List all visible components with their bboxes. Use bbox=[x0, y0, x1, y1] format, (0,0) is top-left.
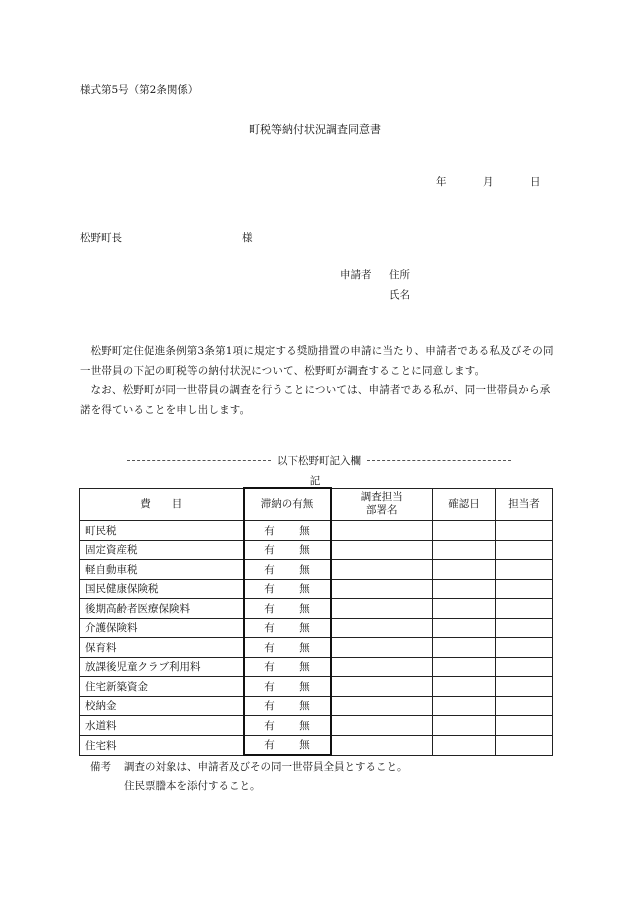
consent-paragraph: なお、松野町が同一世帯員の調査を行うことについては、申請者である私が、同一世帯員から承諾を得ていることを申し出します。 bbox=[80, 384, 551, 416]
arrears-cell[interactable] bbox=[244, 618, 331, 638]
department-cell[interactable] bbox=[331, 696, 433, 716]
confirm-date-cell[interactable] bbox=[433, 638, 496, 658]
dashed-line bbox=[367, 460, 511, 461]
arrears-no-option[interactable]: 無 bbox=[299, 524, 310, 537]
applicant-label: 申請者 bbox=[340, 269, 372, 281]
confirm-date-cell[interactable] bbox=[433, 716, 496, 736]
arrears-cell[interactable] bbox=[244, 657, 331, 677]
arrears-no-option[interactable]: 無 bbox=[299, 680, 310, 693]
fee-item: 住宅料 bbox=[80, 735, 244, 755]
addressee: 松野町長 bbox=[80, 232, 122, 244]
confirm-date-cell[interactable] bbox=[433, 657, 496, 677]
arrears-cell[interactable] bbox=[244, 579, 331, 599]
form-number: 様式第5号（第2条関係） bbox=[80, 84, 199, 96]
table-row bbox=[80, 677, 553, 697]
person-cell[interactable] bbox=[496, 735, 553, 755]
arrears-yes-option[interactable]: 有 bbox=[264, 680, 275, 693]
arrears-cell[interactable] bbox=[244, 638, 331, 658]
person-cell[interactable] bbox=[496, 696, 553, 716]
arrears-no-option[interactable]: 無 bbox=[299, 544, 310, 557]
department-cell[interactable] bbox=[331, 657, 433, 677]
arrears-cell[interactable] bbox=[244, 716, 331, 736]
confirm-date-cell[interactable] bbox=[433, 696, 496, 716]
arrears-no-option[interactable]: 無 bbox=[299, 602, 310, 615]
date-month-label: 月 bbox=[483, 176, 494, 188]
person-cell[interactable] bbox=[496, 638, 553, 658]
table-header-row bbox=[80, 488, 553, 521]
table-row bbox=[80, 657, 553, 677]
arrears-cell[interactable] bbox=[244, 540, 331, 560]
honorific: 様 bbox=[242, 232, 253, 244]
department-cell[interactable] bbox=[331, 618, 433, 638]
header-item: 費 目 bbox=[80, 488, 244, 521]
arrears-no-option[interactable]: 無 bbox=[299, 661, 310, 674]
arrears-yes-option[interactable]: 有 bbox=[264, 544, 275, 557]
arrears-no-option[interactable]: 無 bbox=[299, 719, 310, 732]
fee-item: 水道料 bbox=[80, 716, 244, 736]
table-row bbox=[80, 735, 553, 755]
arrears-yes-option[interactable]: 有 bbox=[264, 622, 275, 635]
arrears-yes-option[interactable]: 有 bbox=[264, 563, 275, 576]
arrears-no-option[interactable]: 無 bbox=[299, 641, 310, 654]
person-cell[interactable] bbox=[496, 599, 553, 619]
table-row bbox=[80, 521, 553, 541]
department-cell[interactable] bbox=[331, 735, 433, 755]
consent-body bbox=[80, 342, 554, 420]
remarks-line: 調査の対象は、申請者及びその同一世帯員全員とすること。 bbox=[124, 761, 408, 773]
confirm-date-cell[interactable] bbox=[433, 560, 496, 580]
fee-item: 住宅新築資金 bbox=[80, 677, 244, 697]
department-cell[interactable] bbox=[331, 579, 433, 599]
date-day-label: 日 bbox=[530, 176, 541, 188]
remarks-line: 住民票謄本を添付すること。 bbox=[124, 780, 261, 792]
header-confirm-date: 確認日 bbox=[433, 488, 496, 521]
person-cell[interactable] bbox=[496, 677, 553, 697]
person-cell[interactable] bbox=[496, 657, 553, 677]
header-department-line1: 調査担当 bbox=[360, 491, 403, 504]
address-label: 住所 bbox=[389, 269, 410, 281]
arrears-yes-option[interactable]: 有 bbox=[264, 700, 275, 713]
arrears-cell[interactable] bbox=[244, 677, 331, 697]
consent-paragraph: 松野町定住促進条例第3条第1項に規定する奨励措置の申請に当たり、申請者である私及びその同一世帯員の下記の町税等の納付状況について、松野町が調査することに同意します。 bbox=[80, 345, 554, 377]
person-cell[interactable] bbox=[496, 618, 553, 638]
arrears-no-option[interactable]: 無 bbox=[299, 563, 310, 576]
fee-item: 放課後児童クラブ利用料 bbox=[80, 657, 244, 677]
header-person: 担当者 bbox=[496, 488, 553, 521]
arrears-yes-option[interactable]: 有 bbox=[264, 661, 275, 674]
arrears-cell[interactable] bbox=[244, 735, 331, 755]
table-row bbox=[80, 618, 553, 638]
confirm-date-cell[interactable] bbox=[433, 579, 496, 599]
remarks-label: 備考 bbox=[90, 761, 111, 773]
fee-item: 介護保険料 bbox=[80, 618, 244, 638]
header-arrears: 滞納の有無 bbox=[244, 488, 331, 521]
table-row bbox=[80, 540, 553, 560]
arrears-no-option[interactable]: 無 bbox=[299, 622, 310, 635]
department-cell[interactable] bbox=[331, 560, 433, 580]
fee-item: 校納金 bbox=[80, 696, 244, 716]
arrears-yes-option[interactable]: 有 bbox=[264, 583, 275, 596]
table-row bbox=[80, 599, 553, 619]
arrears-yes-option[interactable]: 有 bbox=[264, 602, 275, 615]
confirm-date-cell[interactable] bbox=[433, 540, 496, 560]
fee-item: 固定資産税 bbox=[80, 540, 244, 560]
header-department bbox=[331, 488, 433, 521]
confirm-date-cell[interactable] bbox=[433, 677, 496, 697]
arrears-cell[interactable] bbox=[244, 521, 331, 541]
arrears-no-option[interactable]: 無 bbox=[299, 700, 310, 713]
ki-label: 記 bbox=[309, 475, 321, 487]
department-cell[interactable] bbox=[331, 540, 433, 560]
confirm-date-cell[interactable] bbox=[433, 618, 496, 638]
department-cell[interactable] bbox=[331, 716, 433, 736]
department-cell[interactable] bbox=[331, 599, 433, 619]
office-use-label: 以下松野町記入欄 bbox=[277, 455, 361, 467]
dashed-line bbox=[127, 460, 271, 461]
arrears-cell[interactable] bbox=[244, 560, 331, 580]
fee-item: 国民健康保険税 bbox=[80, 579, 244, 599]
person-cell[interactable] bbox=[496, 579, 553, 599]
name-label: 氏名 bbox=[389, 289, 410, 301]
header-department-line2: 部署名 bbox=[366, 504, 398, 517]
confirm-date-cell[interactable] bbox=[433, 735, 496, 755]
department-cell[interactable] bbox=[331, 638, 433, 658]
fee-item: 保育料 bbox=[80, 638, 244, 658]
table-row bbox=[80, 560, 553, 580]
fee-item: 町民税 bbox=[80, 521, 244, 541]
department-cell[interactable] bbox=[331, 521, 433, 541]
table-row bbox=[80, 638, 553, 658]
arrears-yes-option[interactable]: 有 bbox=[264, 641, 275, 654]
fee-item: 後期高齢者医療保険料 bbox=[80, 599, 244, 619]
date-year-label: 年 bbox=[436, 176, 447, 188]
confirm-date-cell[interactable] bbox=[433, 521, 496, 541]
person-cell[interactable] bbox=[496, 540, 553, 560]
arrears-yes-option[interactable]: 有 bbox=[264, 524, 275, 537]
arrears-no-option[interactable]: 無 bbox=[299, 739, 310, 752]
person-cell[interactable] bbox=[496, 560, 553, 580]
fee-item: 軽自動車税 bbox=[80, 560, 244, 580]
arrears-yes-option[interactable]: 有 bbox=[264, 739, 275, 752]
table-row bbox=[80, 579, 553, 599]
document-title: 町税等納付状況調査同意書 bbox=[249, 123, 381, 136]
person-cell[interactable] bbox=[496, 521, 553, 541]
arrears-yes-option[interactable]: 有 bbox=[264, 719, 275, 732]
arrears-no-option[interactable]: 無 bbox=[299, 583, 310, 596]
office-use-divider bbox=[127, 453, 511, 468]
arrears-cell[interactable] bbox=[244, 599, 331, 619]
arrears-cell[interactable] bbox=[244, 696, 331, 716]
table-row bbox=[80, 696, 553, 716]
person-cell[interactable] bbox=[496, 716, 553, 736]
payment-status-table bbox=[79, 487, 553, 756]
confirm-date-cell[interactable] bbox=[433, 599, 496, 619]
table-row bbox=[80, 716, 553, 736]
department-cell[interactable] bbox=[331, 677, 433, 697]
